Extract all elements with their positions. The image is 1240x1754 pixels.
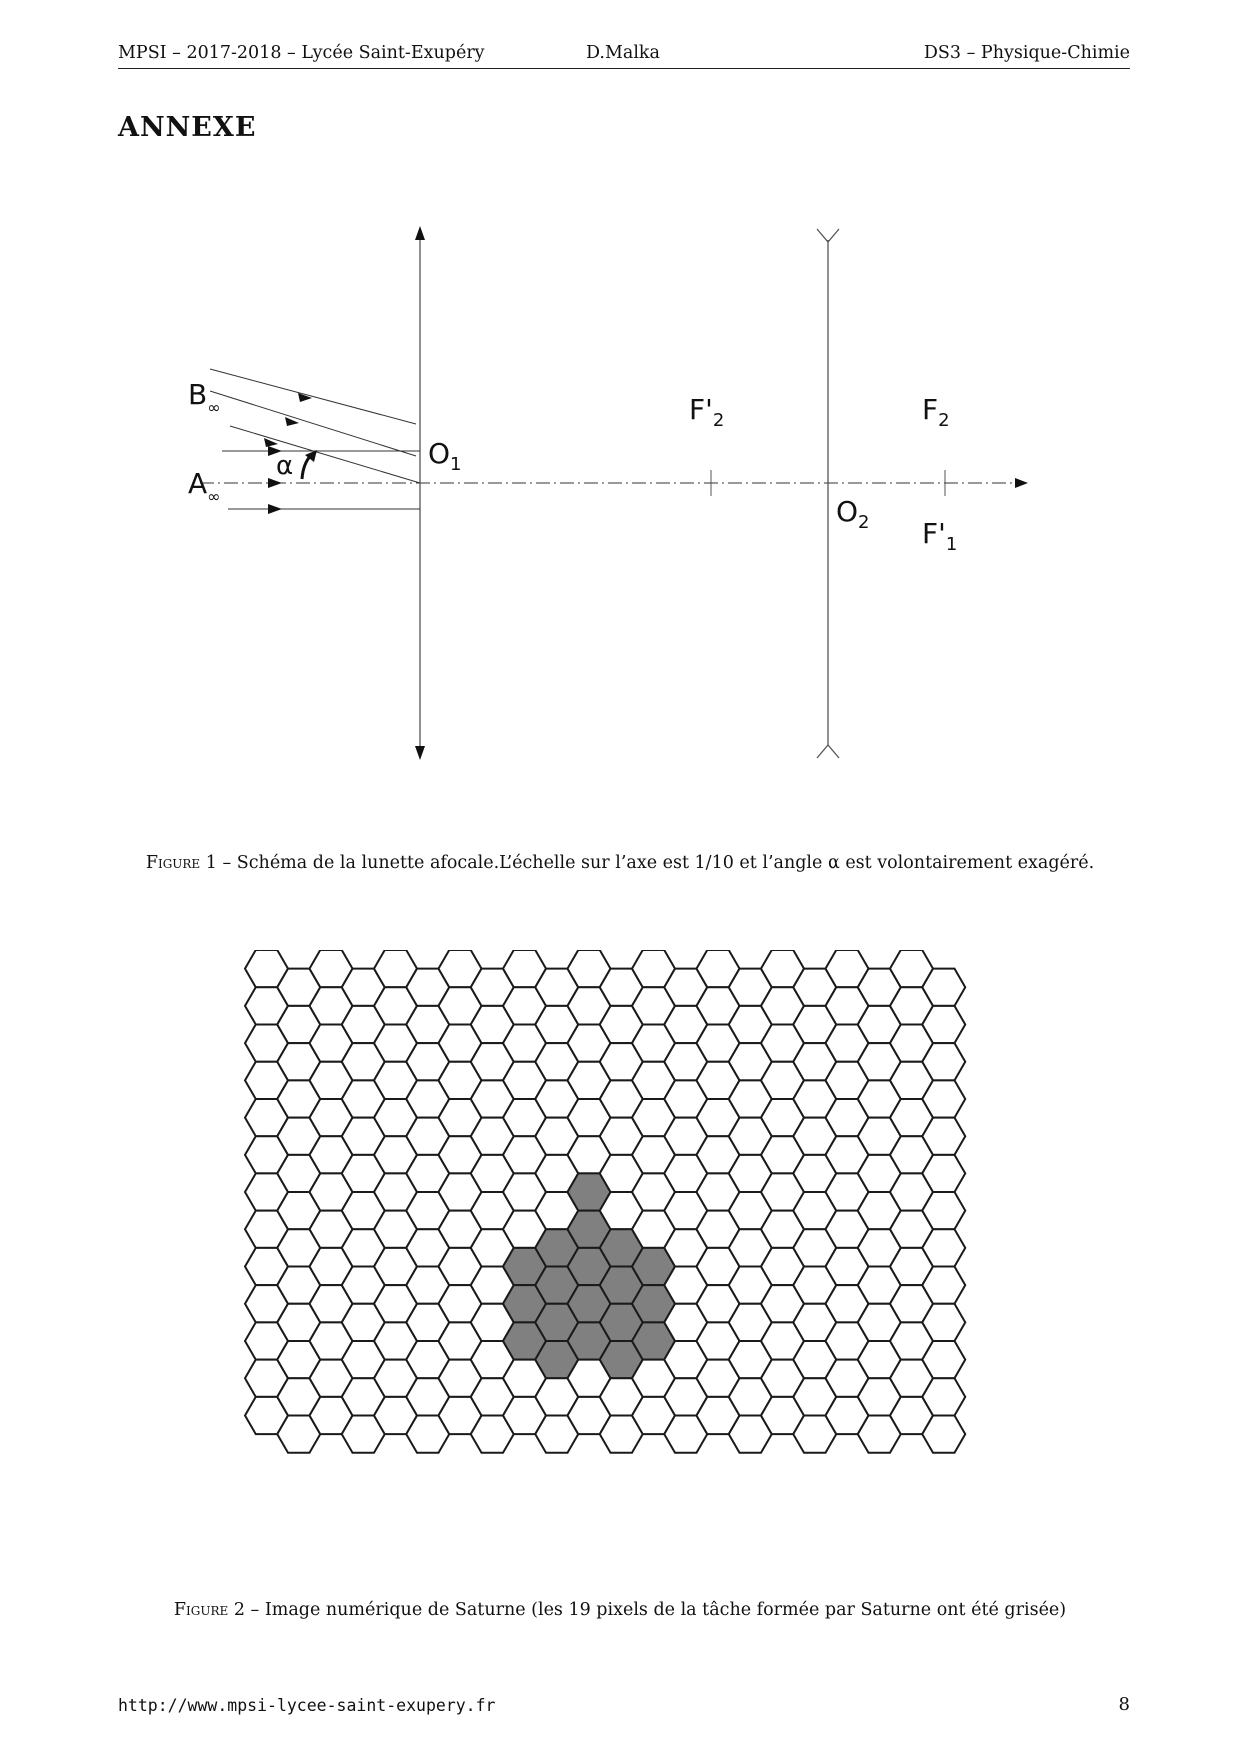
ray-inclined-3 [230, 426, 420, 483]
label-F1-prime: $F'_1$ [922, 517, 958, 555]
hex-pixel-grid [245, 950, 965, 1453]
pixel [922, 1341, 965, 1378]
label-A-infinity: $A_\infty$ [188, 467, 221, 506]
ray-inclined-1 [210, 369, 416, 424]
pixel [922, 1080, 965, 1117]
pixel [922, 1043, 965, 1080]
figure1-caption [0, 853, 1240, 873]
header-course: MPSI – 2017-2018 – Lycée Saint-Exupéry [118, 43, 485, 63]
pixel [922, 1304, 965, 1341]
label-O2: $O_2$ [836, 495, 870, 533]
axis-arrowhead [1015, 478, 1028, 488]
footer-url: http://www.mpsi-lycee-saint-exupery.fr [118, 1696, 496, 1715]
label-F2-prime: $F'_2$ [689, 393, 725, 431]
figure1-caption-text: – Schéma de la lunette afocale.L’échelle sur l’axe est 1/10 et l’angle α est volontairement exagéré. [216, 853, 1095, 873]
header-author: D.Malka [586, 43, 660, 63]
pixel [922, 1118, 965, 1155]
figure2-caption-prefix: Figure 2 [173, 1600, 245, 1620]
label-F2: $F_2$ [922, 393, 950, 431]
figure2-caption-text: – Image numérique de Saturne (les 19 pixels de la tâche formée par Saturne ont été grisée) [244, 1600, 1067, 1620]
afocal-telescope-diagram [0, 200, 1240, 800]
pixel [922, 1267, 965, 1304]
pixel [922, 969, 965, 1006]
section-title: ANNEXE [118, 112, 257, 143]
pixel [922, 1155, 965, 1192]
diverging-lens-bottom [817, 745, 839, 758]
pixel [922, 1415, 965, 1452]
label-O1: $O_1$ [428, 437, 462, 475]
page-header [118, 40, 1130, 69]
figure2-caption [0, 1600, 1240, 1620]
pixel [922, 1192, 965, 1229]
pixel [922, 1229, 965, 1266]
pixel [922, 1006, 965, 1043]
label-B-infinity: $B_\infty$ [188, 378, 221, 417]
figure1-caption-prefix: Figure 1 [145, 853, 217, 873]
ray-inclined-2 [210, 391, 416, 456]
ray-arrow [268, 504, 282, 514]
header-exam: DS3 – Physique-Chimie [923, 43, 1130, 63]
saturn-pixel-grid [0, 950, 1240, 1510]
page-number: 8 [1118, 1694, 1130, 1715]
lens-bottom-arrow [415, 746, 425, 760]
lens-top-arrow [415, 226, 425, 240]
pixel [922, 1378, 965, 1415]
label-alpha: α [276, 451, 294, 481]
